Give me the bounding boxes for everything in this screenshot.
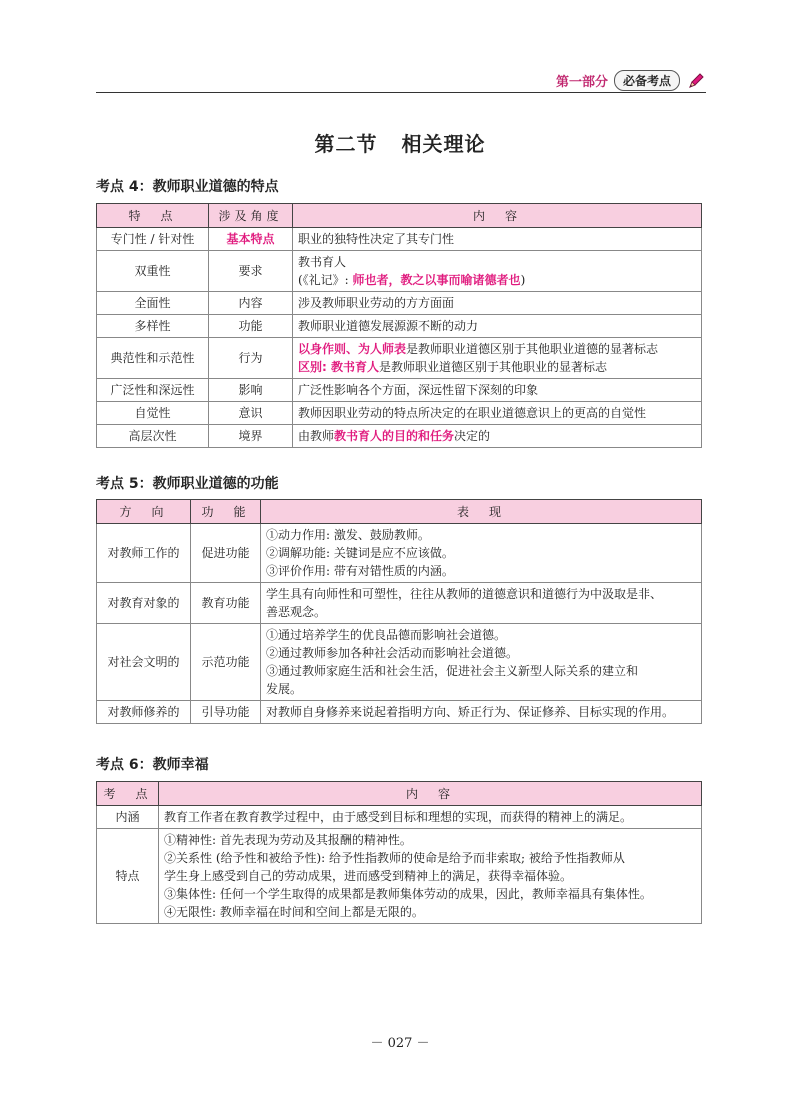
feature-cell: 广泛性和深远性 — [97, 379, 209, 402]
content-cell — [293, 292, 702, 315]
feature-cell: 典范性和示范性 — [97, 338, 209, 379]
content-line — [298, 294, 696, 312]
content-line: 发展。 — [266, 682, 303, 696]
content-line — [298, 230, 696, 248]
content-line: 学生身上感受到自己的劳动成果，进而感受到精神上的满足，获得幸福体验。 — [164, 869, 573, 883]
kd5-header-cell: 功 能 — [191, 500, 261, 524]
content-text: 决定的 — [454, 429, 491, 443]
table-row — [97, 524, 702, 583]
feature-cell: 专门性 / 针对性 — [97, 228, 209, 251]
content-line: ②关系性 (给予性和被给予性): 给予性指教师的使命是给予而非索取; 被给予性指教师从 — [164, 851, 625, 865]
angle-cell: 境界 — [209, 425, 293, 448]
content-text: 教师职业道德发展源源不断的动力 — [298, 319, 479, 333]
content-line: ③集体性: 任何一个学生取得的成果都是教师集体劳动的成果，因此，教师幸福具有集体性。 — [164, 887, 652, 901]
kd5-header-cell: 方 向 — [97, 500, 191, 524]
feature-cell: 双重性 — [97, 251, 209, 292]
content-line: ②通过教师参加各种社会活动而影响社会道德。 — [266, 646, 519, 660]
highlight-text: 区别: 教书育人 — [298, 360, 379, 374]
angle-cell: 要求 — [209, 251, 293, 292]
content-line — [298, 317, 696, 335]
content-cell — [293, 251, 702, 292]
kd6-table — [96, 781, 702, 924]
content-text: 职业的独特性决定了其专门性 — [298, 232, 455, 246]
content-line: ③评价作用: 带有对错性质的内涵。 — [266, 564, 454, 578]
content-cell — [159, 829, 702, 924]
feature-cell: 全面性 — [97, 292, 209, 315]
page-header — [96, 70, 706, 93]
direction-cell: 对教师工作的 — [97, 524, 191, 583]
angle-cell: 影响 — [209, 379, 293, 402]
table-row — [97, 379, 702, 402]
content-line — [298, 253, 696, 271]
content-text: 是教师职业道德区别于其他职业的显著标志 — [378, 360, 607, 374]
table-row — [97, 315, 702, 338]
highlight-text: 教书育人的目的和任务 — [334, 429, 455, 443]
kd4-header-cell: 涉及角度 — [209, 204, 293, 228]
page-number: － 027 － — [370, 1036, 430, 1051]
angle-cell: 意识 — [209, 402, 293, 425]
table-row — [97, 338, 702, 379]
highlight-text: 以身作则、为人师表 — [298, 342, 407, 356]
content-text: 涉及教师职业劳动的方方面面 — [298, 296, 455, 310]
point-cell: 内涵 — [97, 806, 159, 829]
kd6-header-cell: 内 容 — [159, 782, 702, 806]
section-number: 第二节 — [314, 132, 378, 156]
table-row — [97, 701, 702, 724]
kd5-header-cell: 表 现 — [261, 500, 702, 524]
content-text: 教书育人 — [298, 255, 347, 269]
content-line: 学生具有向师性和可塑性，往往从教师的道德意识和道德行为中汲取是非、 — [266, 587, 663, 601]
content-line: ②调解功能: 关键词是应不应该做。 — [266, 546, 454, 560]
content-cell — [293, 338, 702, 379]
feature-cell: 自觉性 — [97, 402, 209, 425]
table-row — [97, 624, 702, 701]
part-label: 第一部分 — [555, 75, 608, 90]
content-line: ③通过教师家庭生活和社会生活，促进社会主义新型人际关系的建立和 — [266, 664, 639, 678]
kd4-title: 考点 4：教师职业道德的特点 — [96, 179, 279, 195]
content-cell — [293, 315, 702, 338]
content-line — [298, 340, 696, 358]
content-cell — [293, 379, 702, 402]
content-line: ①通过培养学生的优良品德而影响社会道德。 — [266, 628, 507, 642]
pencil-icon — [686, 71, 706, 91]
direction-cell: 对社会文明的 — [97, 624, 191, 701]
kd6-title: 考点 6：教师幸福 — [96, 757, 209, 773]
content-line: 善恶观念。 — [266, 605, 327, 619]
content-cell — [293, 228, 702, 251]
section-name: 相关理论 — [401, 132, 486, 156]
kd4-header-cell: 特 点 — [97, 204, 209, 228]
performance-cell — [261, 624, 702, 701]
section-title — [0, 128, 800, 157]
header-right — [556, 70, 706, 91]
function-cell: 促进功能 — [191, 524, 261, 583]
kd5-table — [96, 499, 702, 724]
table-row — [97, 251, 702, 292]
content-line — [298, 381, 696, 399]
content-line: 对教师自身修养来说起着指明方向、矫正行为、保证修养、目标实现的作用。 — [266, 705, 675, 719]
table-row — [97, 228, 702, 251]
angle-cell: 行为 — [209, 338, 293, 379]
kd4-table — [96, 203, 702, 448]
angle-cell: 功能 — [209, 315, 293, 338]
point-cell: 特点 — [97, 829, 159, 924]
table-row — [97, 829, 702, 924]
function-cell: 引导功能 — [191, 701, 261, 724]
content-line — [298, 358, 696, 376]
content-text: 教师因职业劳动的特点所决定的在职业道德意识上的更高的自觉性 — [298, 406, 647, 420]
performance-cell — [261, 524, 702, 583]
content-text: 广泛性影响各个方面，深远性留下深刻的印象 — [298, 383, 539, 397]
content-cell — [293, 425, 702, 448]
content-line — [298, 271, 696, 289]
content-cell — [293, 402, 702, 425]
content-text: 是教师职业道德区别于其他职业道德的显著标志 — [406, 342, 659, 356]
direction-cell: 对教师修养的 — [97, 701, 191, 724]
direction-cell: 对教育对象的 — [97, 583, 191, 624]
content-cell — [159, 806, 702, 829]
content-text: 由教师 — [298, 429, 335, 443]
content-line: ①精神性: 首先表现为劳动及其报酬的精神性。 — [164, 833, 412, 847]
table-row — [97, 425, 702, 448]
kd4-header-cell: 内 容 — [293, 204, 702, 228]
highlight-text: 师也者，教之以事而喻诸德者也 — [352, 273, 521, 287]
table-row — [97, 292, 702, 315]
content-line — [298, 427, 696, 445]
section-badge: 必备考点 — [614, 70, 680, 91]
table-row — [97, 583, 702, 624]
kd6-header-cell: 考 点 — [97, 782, 159, 806]
table-row — [97, 402, 702, 425]
content-line: ①动力作用: 激发、鼓励教师。 — [266, 528, 430, 542]
kd5-title: 考点 5：教师职业道德的功能 — [96, 476, 279, 492]
content-text: (《礼记》: — [298, 273, 353, 287]
content-line: ④无限性: 教师幸福在时间和空间上都是无限的。 — [164, 905, 424, 919]
feature-cell: 多样性 — [97, 315, 209, 338]
feature-cell: 高层次性 — [97, 425, 209, 448]
table-row — [97, 806, 702, 829]
function-cell: 示范功能 — [191, 624, 261, 701]
content-line: 教育工作者在教育教学过程中，由于感受到目标和理想的实现，而获得的精神上的满足。 — [164, 810, 633, 824]
content-text: ) — [520, 273, 526, 287]
angle-cell: 基本特点 — [209, 228, 293, 251]
function-cell: 教育功能 — [191, 583, 261, 624]
performance-cell — [261, 583, 702, 624]
angle-cell: 内容 — [209, 292, 293, 315]
performance-cell — [261, 701, 702, 724]
content-line — [298, 404, 696, 422]
